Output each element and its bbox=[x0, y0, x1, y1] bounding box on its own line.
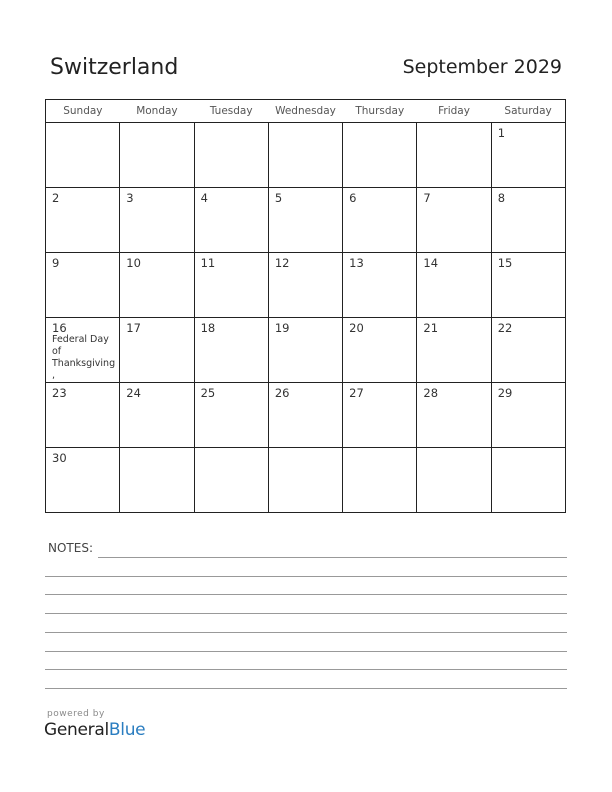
day-cell-6 bbox=[343, 188, 417, 253]
brand-general: General bbox=[44, 720, 109, 740]
day-cell-11 bbox=[194, 253, 268, 318]
weekday-monday: Monday bbox=[120, 100, 194, 123]
empty-day-cell bbox=[194, 123, 268, 188]
day-number: 3 bbox=[126, 191, 134, 205]
weekday-sunday: Sunday bbox=[46, 100, 120, 123]
note-line bbox=[98, 557, 567, 558]
day-number: 20 bbox=[349, 321, 364, 335]
day-cell-8 bbox=[491, 188, 565, 253]
day-cell-15 bbox=[491, 253, 565, 318]
generalblue-logo[interactable] bbox=[44, 720, 145, 740]
day-cell-9 bbox=[46, 253, 120, 318]
day-cell-29 bbox=[491, 383, 565, 448]
day-cell-26 bbox=[268, 383, 342, 448]
day-cell-24 bbox=[120, 383, 194, 448]
empty-day-cell bbox=[268, 123, 342, 188]
day-cell-17 bbox=[120, 318, 194, 383]
day-number: 5 bbox=[274, 191, 283, 205]
calendar-grid bbox=[45, 99, 566, 513]
day-number: 18 bbox=[200, 321, 216, 335]
empty-day-cell bbox=[120, 123, 194, 188]
note-line bbox=[45, 613, 567, 614]
note-line bbox=[45, 576, 567, 577]
week-row bbox=[46, 318, 566, 383]
day-cell-4 bbox=[194, 188, 268, 253]
day-number: 26 bbox=[274, 386, 290, 400]
day-number: 25 bbox=[200, 386, 216, 400]
day-cell-10 bbox=[120, 253, 194, 318]
day-cell-30 bbox=[46, 448, 120, 513]
week-row bbox=[46, 448, 566, 513]
day-number: 15 bbox=[497, 256, 513, 270]
day-number: 30 bbox=[52, 451, 67, 465]
day-number: 11 bbox=[200, 256, 216, 270]
empty-day-cell bbox=[268, 448, 342, 513]
day-number: 27 bbox=[349, 386, 364, 400]
country-title: Switzerland bbox=[50, 55, 179, 80]
week-row bbox=[46, 253, 566, 318]
day-cell-14 bbox=[417, 253, 491, 318]
weekday-wednesday: Wednesday bbox=[268, 100, 342, 123]
empty-day-cell bbox=[120, 448, 194, 513]
day-number: 7 bbox=[423, 191, 431, 205]
weekday-header-row bbox=[46, 100, 566, 123]
day-number: 19 bbox=[274, 321, 290, 335]
brand-blue: Blue bbox=[108, 720, 146, 740]
day-cell-1 bbox=[491, 123, 565, 188]
day-cell-3 bbox=[120, 188, 194, 253]
day-cell-23 bbox=[46, 383, 120, 448]
day-number: 8 bbox=[497, 191, 506, 205]
empty-day-cell bbox=[491, 448, 565, 513]
day-cell-28 bbox=[417, 383, 491, 448]
day-number: 2 bbox=[52, 191, 60, 205]
note-line bbox=[45, 594, 567, 595]
note-line bbox=[45, 632, 567, 633]
day-cell-12 bbox=[268, 253, 342, 318]
day-number: 21 bbox=[423, 321, 439, 335]
day-number: 6 bbox=[349, 191, 357, 205]
day-number: 10 bbox=[126, 256, 141, 270]
day-number: 28 bbox=[423, 386, 439, 400]
day-number: 24 bbox=[126, 386, 141, 400]
day-number: 23 bbox=[52, 386, 67, 400]
week-row bbox=[46, 188, 566, 253]
calendar-body bbox=[46, 123, 566, 513]
day-cell-20 bbox=[343, 318, 417, 383]
day-number: 13 bbox=[349, 256, 364, 270]
note-line bbox=[45, 688, 567, 689]
empty-day-cell bbox=[417, 448, 491, 513]
week-row bbox=[46, 383, 566, 448]
day-cell-5 bbox=[268, 188, 342, 253]
empty-day-cell bbox=[417, 123, 491, 188]
notes-label: NOTES: bbox=[48, 541, 93, 555]
day-cell-2 bbox=[46, 188, 120, 253]
empty-day-cell bbox=[343, 123, 417, 188]
day-number: 14 bbox=[423, 256, 439, 270]
weekday-tuesday: Tuesday bbox=[194, 100, 268, 123]
day-number: 1 bbox=[497, 126, 506, 140]
day-number: 4 bbox=[200, 191, 208, 205]
day-cell-21 bbox=[417, 318, 491, 383]
powered-by-text: powered by bbox=[47, 709, 105, 719]
day-cell-16 bbox=[46, 318, 120, 383]
day-cell-7 bbox=[417, 188, 491, 253]
empty-day-cell bbox=[343, 448, 417, 513]
day-cell-13 bbox=[343, 253, 417, 318]
day-cell-22 bbox=[491, 318, 565, 383]
day-number: 12 bbox=[274, 256, 290, 270]
weekday-friday: Friday bbox=[417, 100, 491, 123]
day-cell-18 bbox=[194, 318, 268, 383]
weekday-thursday: Thursday bbox=[343, 100, 417, 123]
day-number: 17 bbox=[126, 321, 141, 335]
day-number: 29 bbox=[497, 386, 513, 400]
day-cell-27 bbox=[343, 383, 417, 448]
day-number: 16 bbox=[52, 321, 67, 335]
weekday-saturday: Saturday bbox=[491, 100, 565, 123]
day-cell-25 bbox=[194, 383, 268, 448]
note-line bbox=[45, 651, 567, 652]
month-title: September 2029 bbox=[402, 56, 562, 78]
holiday-event: Federal Day of Thanksgiving , bbox=[52, 334, 116, 381]
empty-day-cell bbox=[194, 448, 268, 513]
note-line bbox=[45, 669, 567, 670]
week-row bbox=[46, 123, 566, 188]
day-number: 9 bbox=[52, 256, 60, 270]
day-number: 22 bbox=[497, 321, 513, 335]
empty-day-cell bbox=[46, 123, 120, 188]
day-cell-19 bbox=[268, 318, 342, 383]
